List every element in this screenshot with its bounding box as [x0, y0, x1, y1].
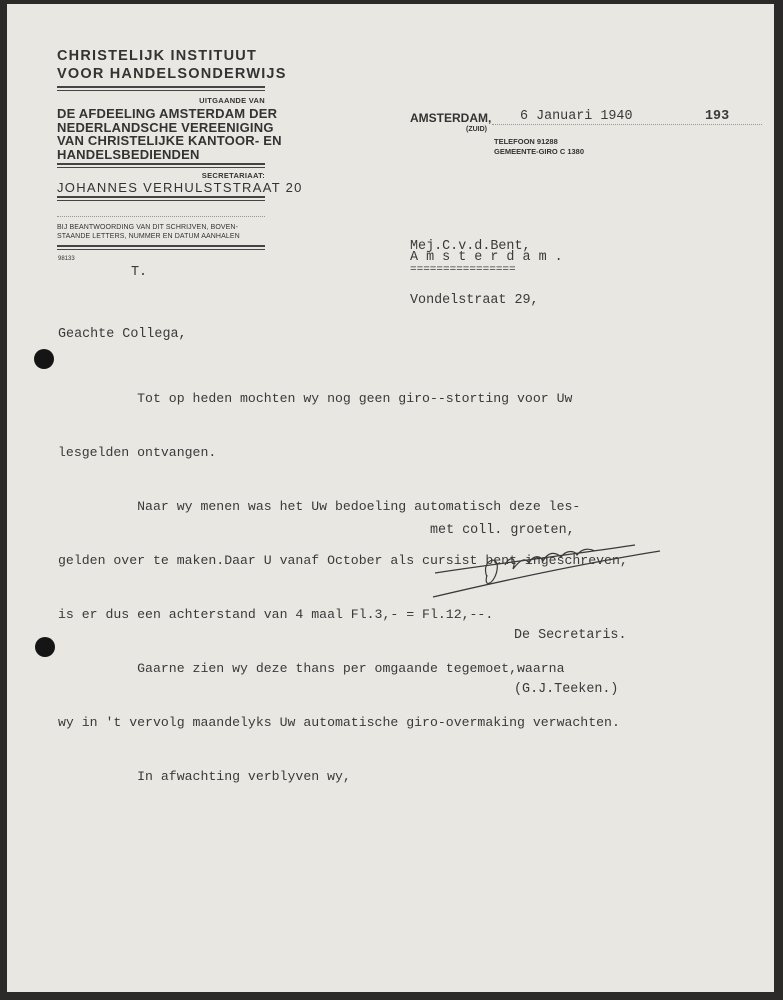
recipient-line: Vondelstraat 29, [410, 293, 539, 308]
recipient-city: A m s t e r d a m . [410, 250, 563, 265]
divider [57, 86, 265, 91]
body-line: Naar wy menen was het Uw bedoeling automatisch deze les- [58, 499, 581, 514]
salutation: Geachte Collega, [58, 327, 187, 342]
dept-line: DE AFDEELING AMSTERDAM DER [57, 106, 278, 121]
contact-block [494, 137, 584, 157]
telefoon: TELEFOON 91288 [494, 137, 558, 146]
form-number: 98133 [58, 256, 75, 262]
date: 6 Januari 1940 [520, 109, 633, 124]
punch-hole [34, 349, 54, 369]
org-name-line2: VOOR HANDELSONDERWIJS [57, 66, 287, 82]
divider [57, 245, 265, 250]
city: AMSTERDAM, [410, 111, 492, 125]
body-line: Tot op heden mochten wy nog geen giro--storting voor Uw [58, 391, 573, 406]
dept-line: NEDERLANDSCHE VEREENIGING [57, 119, 274, 135]
reply-note-line: BIJ BEANTWOORDING VAN DIT SCHRIJVEN, BOVEN- [57, 224, 239, 231]
signer-title: De Secretaris. [514, 628, 627, 643]
punch-hole [35, 637, 55, 657]
signer-block [514, 591, 627, 717]
body-line: gelden over te maken.Daar U vanaf October als cursist bent ingeschreven, [58, 553, 628, 568]
closing: met coll. groeten, [430, 523, 575, 538]
dotted-line [57, 216, 265, 217]
body-line: lesgelden ontvangen. [58, 445, 217, 460]
zuid: (ZUID) [466, 126, 487, 133]
body-line: Gaarne zien wy deze thans per omgaande tegemoet,waarna [58, 661, 565, 676]
recipient-line: Mej.C.v.d.Bent, [410, 239, 531, 254]
body-line: wy in 't vervolg maandelyks Uw automatische giro-overmaking verwachten. [58, 715, 620, 730]
recipient-underline: ================ [410, 264, 516, 276]
signer-name: (G.J.Teeken.) [514, 682, 619, 697]
divider [57, 196, 265, 201]
divider [57, 163, 265, 168]
secretariaat-label: SECRETARIAAT: [201, 171, 265, 180]
body-line: In afwachting verblyven wy, [58, 769, 351, 784]
reply-note-line: STAANDE LETTERS, NUMMER EN DATUM AANHALEN [57, 233, 240, 240]
reference: T. [131, 265, 148, 280]
year-prefix: 193 [705, 109, 730, 124]
department-block [57, 107, 282, 161]
address: JOHANNES VERHULSTSTRAAT 20 [57, 180, 303, 195]
dept-line: VAN CHRISTELIJKE KANTOOR- EN [57, 133, 282, 148]
reply-note [57, 223, 240, 241]
dept-line: HANDELSBEDIENDEN [57, 146, 200, 162]
giro: GEMEENTE-GIRO C 1380 [494, 147, 585, 156]
body-line: is er dus een achterstand van 4 maal Fl.3,- = Fl.12,--. [58, 607, 494, 622]
uitgaande-van-label: UITGAANDE VAN [199, 96, 265, 105]
org-name-line1: CHRISTELIJK INSTITUUT [57, 48, 258, 64]
